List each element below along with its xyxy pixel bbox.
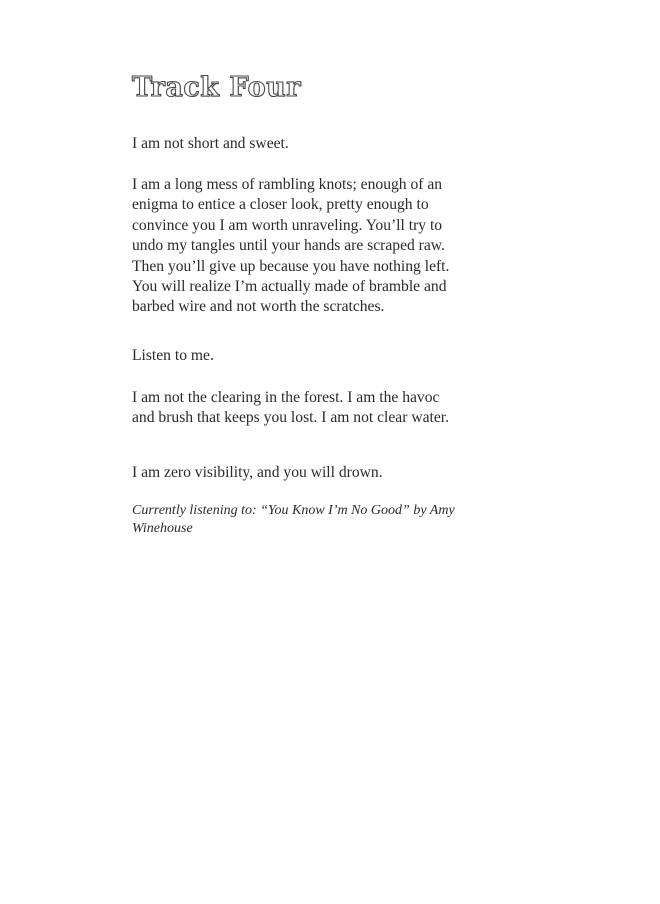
paragraph-3: Listen to me. bbox=[132, 347, 214, 364]
page-title: Track Four bbox=[132, 72, 301, 103]
paragraph-5: I am zero visibility, and you will drown. bbox=[132, 464, 383, 481]
paragraph-1: I am not short and sweet. bbox=[132, 135, 289, 152]
paragraph-4: I am not the clearing in the forest. I am the havoc and brush that keeps you lost. I am not clear water. bbox=[132, 389, 449, 427]
listening-note: Currently listening to: “You Know I’m No Good” by Amy Winehouse bbox=[132, 503, 455, 536]
paragraph-2: I am a long mess of rambling knots; enough of an enigma to entice a closer look, pretty enough to convince you I am worth unraveling. You’ll try to undo my tangles until your hands are scraped raw. Then you’ll give up because you have nothing left. You will realize I’m actually made of bramble and barbed wire and not worth the scratches. bbox=[132, 176, 450, 316]
